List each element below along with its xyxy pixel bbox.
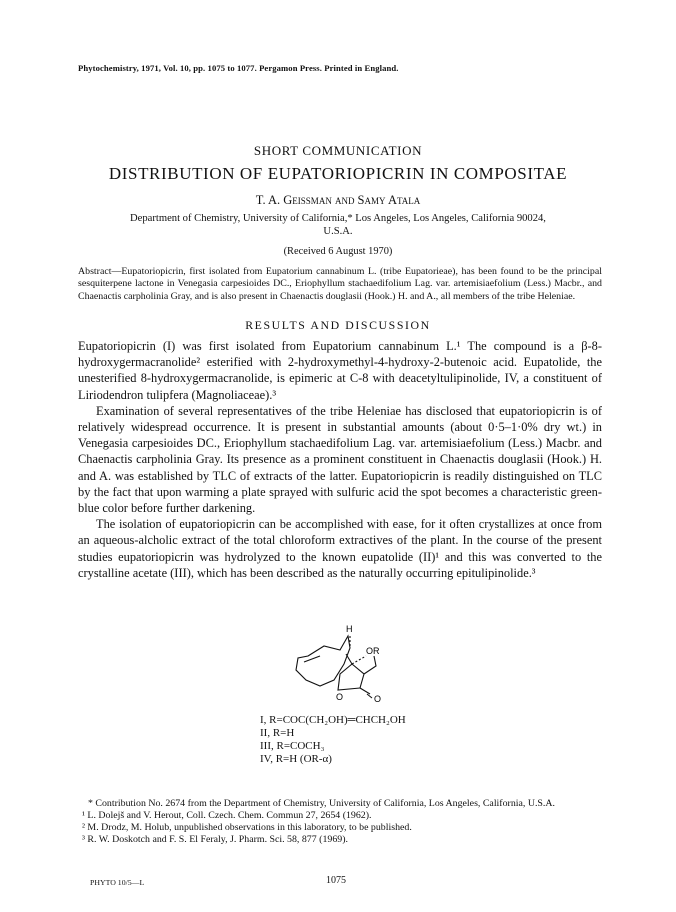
footnote-star: * Contribution No. 2674 from the Department of Chemistry, University of California, Los Angeles, California, U.S.A. (88, 798, 555, 809)
footnote-ref-3: ³ R. W. Doskotch and F. S. El Feraly, J. Pharm. Sci. 58, 877 (1969). (82, 834, 348, 846)
footnote-ref-1: ¹ L. Dolejš and V. Herout, Coll. Czech. Chem. Commun 27, 2654 (1962). (82, 810, 372, 822)
footnotes (78, 798, 602, 846)
body-paragraph-3: The isolation of eupatoriopicrin can be accomplished with ease, for it often crystallizes at once from an aqueous-alcholic extract of the total chloroform extractives of the plant. In the course of the present studies eupatoriopicrin was hydrolyzed to the known eupatolide (II)¹ and this was converted to the crystalline acetate (III), which has been described as the naturally occurring epitulipinolide.³ (78, 517, 602, 580)
body-paragraph-2: Examination of several representatives of the tribe Heleniae has disclosed that eupatoriopicrin is of relatively widespread occurrence. It is present in substantial amounts (about 0·5–1·0% dry wt.) in Venegasia carpesioides DC., Eriophyllum stachaedifolium Lag. var. artemisiaefolium (Less.) Macbr. and Chaenactis carpholinia Gray. Its presence as a prominent constituent in Chaenactis douglasii (Hook.) H. and A. was established by TLC of extracts of the latter. Eupatoriopicrin is readily distinguished on TLC by the fact that upon warming a plate sprayed with sulfuric acid the spot becomes a characteristic green-blue color before further darkening. (78, 403, 602, 516)
germacranolide-ring-bonds (296, 636, 376, 698)
authors: T. A. Geissman and Samy Atala (255, 193, 421, 207)
or-substituent-label: OR (366, 646, 380, 656)
r-group-iv: IV, R=H (OR-α) (260, 753, 332, 765)
issue-code: PHYTO 10/5—L (90, 878, 145, 887)
article-title: DISTRIBUTION OF EUPATORIOPICRIN IN COMPOSITAE (108, 164, 568, 183)
section-heading: RESULTS AND DISCUSSION (245, 318, 431, 332)
author-line (0, 193, 676, 208)
received-date: (Received 6 August 1970) (283, 246, 393, 257)
abstract-paragraph: Abstract—Eupatoriopicrin, first isolated from Eupatorium cannabinum L. (tribe Eupatorieae), has been found to be the principal sesquiterpene lactone in Venegasia carpesioides DC., Eriophyllum stachaedifolium Lag. var. artemisiaefolium (Less.) Macbr., and Chaenactis carpholinia Gray, and is also present in Chaenactis douglasii (Hook.) H. and A., all members of the tribe Heleniae. (78, 266, 602, 302)
r-group-ii: II, R=H (260, 727, 295, 739)
affiliation (0, 212, 676, 238)
chemical-structure-diagram (280, 622, 420, 716)
r-group-i: I, R=COC(CH₂OH)═CHCH₂OH (260, 714, 406, 726)
body-paragraph-1: Eupatoriopicrin (I) was first isolated from Eupatorium cannabinum L.¹ The compound is a β-8-hydroxygermacranolide² esterified with 2-hydroxymethyl-4-hydroxy-2-butenoic acid. Eupatolide, the unesterified 8-hydroxygermacranolide, is epimeric at C-8 with deacetyltulipinolide, IV, a constituent of Liriodendron tulipfera (Magnoliaceae).³ (78, 339, 602, 402)
ring-oxygen-label: O (336, 692, 344, 702)
journal-citation-line: Phytochemistry, 1971, Vol. 10, pp. 1075 to 1077. Pergamon Press. Printed in England. (78, 63, 399, 73)
article-type-heading: SHORT COMMUNICATION (253, 143, 423, 158)
hydrogen-label: H (346, 624, 353, 634)
affiliation-line-1: Department of Chemistry, University of California,* Los Angeles, Los Angeles, California 90024, (130, 213, 546, 224)
body-text (78, 338, 602, 581)
carbonyl-oxygen-label: O (374, 694, 382, 704)
r-group-list (260, 714, 406, 766)
footnote-ref-2: ² M. Drodz, M. Holub, unpublished observations in this laboratory, to be published. (82, 822, 412, 834)
r-group-iii: III, R=COCH₃ (260, 740, 325, 752)
page-number: 1075 (326, 875, 346, 886)
affiliation-line-2: U.S.A. (323, 226, 353, 237)
